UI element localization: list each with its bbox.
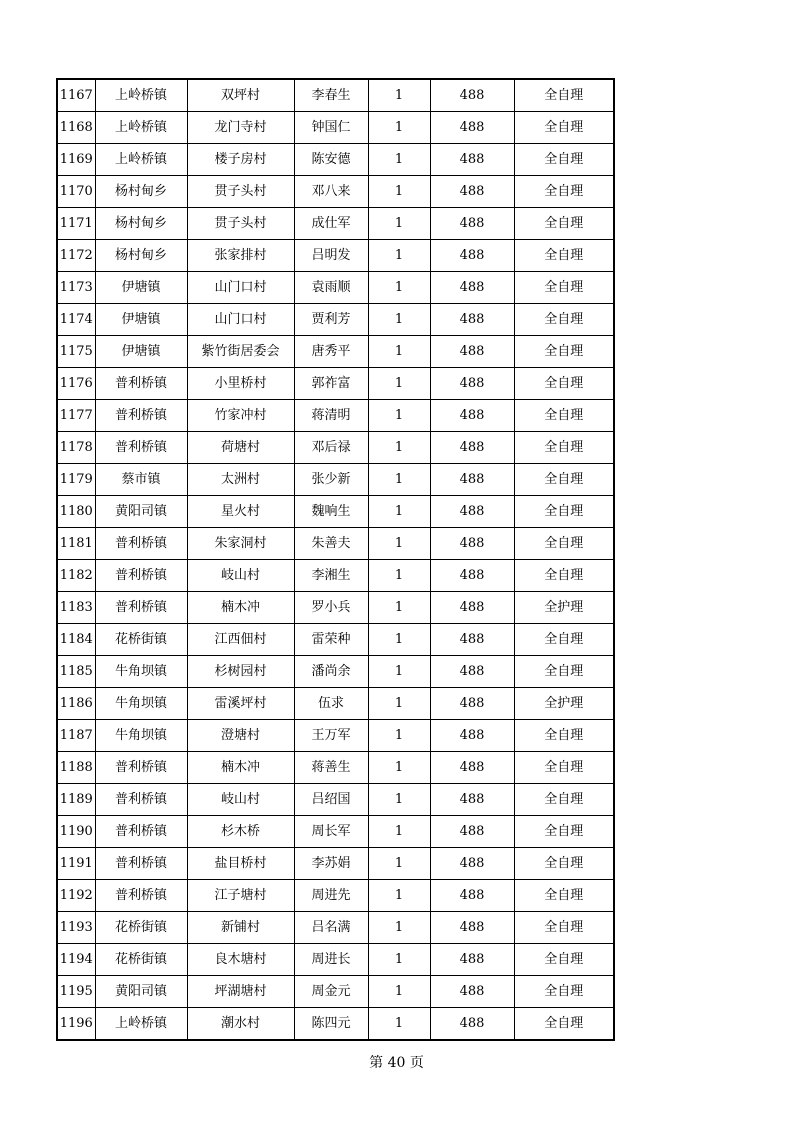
amount-cell: 488 [430, 528, 514, 560]
village-cell: 岐山村 [187, 560, 294, 592]
count-cell: 1 [368, 560, 430, 592]
amount-cell: 488 [430, 912, 514, 944]
table-row [57, 272, 614, 304]
count-cell: 1 [368, 464, 430, 496]
row-number-cell: 1179 [57, 464, 95, 496]
roster-body [57, 79, 614, 1040]
count-cell: 1 [368, 720, 430, 752]
township-cell: 牛角坝镇 [95, 656, 187, 688]
township-cell: 黄阳司镇 [95, 496, 187, 528]
table-row [57, 816, 614, 848]
township-cell: 蔡市镇 [95, 464, 187, 496]
care-type-cell: 全自理 [514, 240, 614, 272]
row-number-cell: 1186 [57, 688, 95, 720]
count-cell: 1 [368, 368, 430, 400]
row-number-cell: 1196 [57, 1008, 95, 1041]
count-cell: 1 [368, 1008, 430, 1041]
village-cell: 坪湖塘村 [187, 976, 294, 1008]
person-name-cell: 唐秀平 [294, 336, 368, 368]
table-row [57, 624, 614, 656]
count-cell: 1 [368, 976, 430, 1008]
township-cell: 杨村甸乡 [95, 208, 187, 240]
row-number-cell: 1173 [57, 272, 95, 304]
count-cell: 1 [368, 528, 430, 560]
table-row [57, 112, 614, 144]
person-name-cell: 蒋善生 [294, 752, 368, 784]
table-row [57, 592, 614, 624]
township-cell: 杨村甸乡 [95, 176, 187, 208]
village-cell: 贯子头村 [187, 208, 294, 240]
amount-cell: 488 [430, 848, 514, 880]
care-type-cell: 全自理 [514, 656, 614, 688]
row-number-cell: 1190 [57, 816, 95, 848]
table-row [57, 560, 614, 592]
village-cell: 荷塘村 [187, 432, 294, 464]
person-name-cell: 吕绍国 [294, 784, 368, 816]
amount-cell: 488 [430, 560, 514, 592]
amount-cell: 488 [430, 720, 514, 752]
village-cell: 山门口村 [187, 304, 294, 336]
person-name-cell: 朱善夫 [294, 528, 368, 560]
person-name-cell: 邓后禄 [294, 432, 368, 464]
amount-cell: 488 [430, 784, 514, 816]
care-type-cell: 全护理 [514, 688, 614, 720]
count-cell: 1 [368, 592, 430, 624]
village-cell: 楠木冲 [187, 752, 294, 784]
table-row [57, 1008, 614, 1041]
count-cell: 1 [368, 784, 430, 816]
township-cell: 上岭桥镇 [95, 1008, 187, 1041]
village-cell: 竹家冲村 [187, 400, 294, 432]
care-type-cell: 全自理 [514, 464, 614, 496]
amount-cell: 488 [430, 752, 514, 784]
table-row [57, 304, 614, 336]
township-cell: 杨村甸乡 [95, 240, 187, 272]
table-row [57, 720, 614, 752]
roster-sheet [56, 78, 615, 1041]
table-row [57, 208, 614, 240]
person-name-cell: 吕明发 [294, 240, 368, 272]
care-type-cell: 全自理 [514, 848, 614, 880]
count-cell: 1 [368, 304, 430, 336]
row-number-cell: 1170 [57, 176, 95, 208]
amount-cell: 488 [430, 240, 514, 272]
township-cell: 上岭桥镇 [95, 112, 187, 144]
care-type-cell: 全自理 [514, 528, 614, 560]
care-type-cell: 全自理 [514, 400, 614, 432]
table-row [57, 784, 614, 816]
township-cell: 普利桥镇 [95, 400, 187, 432]
count-cell: 1 [368, 400, 430, 432]
village-cell: 杉木桥 [187, 816, 294, 848]
village-cell: 杉树园村 [187, 656, 294, 688]
township-cell: 普利桥镇 [95, 880, 187, 912]
count-cell: 1 [368, 912, 430, 944]
table-row [57, 912, 614, 944]
village-cell: 盐目桥村 [187, 848, 294, 880]
person-name-cell: 李湘生 [294, 560, 368, 592]
count-cell: 1 [368, 752, 430, 784]
table-row [57, 336, 614, 368]
township-cell: 普利桥镇 [95, 848, 187, 880]
village-cell: 山门口村 [187, 272, 294, 304]
amount-cell: 488 [430, 496, 514, 528]
table-row [57, 880, 614, 912]
count-cell: 1 [368, 432, 430, 464]
row-number-cell: 1184 [57, 624, 95, 656]
township-cell: 伊塘镇 [95, 304, 187, 336]
count-cell: 1 [368, 848, 430, 880]
amount-cell: 488 [430, 304, 514, 336]
township-cell: 普利桥镇 [95, 432, 187, 464]
row-number-cell: 1191 [57, 848, 95, 880]
count-cell: 1 [368, 496, 430, 528]
village-cell: 江西佃村 [187, 624, 294, 656]
person-name-cell: 成仕军 [294, 208, 368, 240]
row-number-cell: 1175 [57, 336, 95, 368]
amount-cell: 488 [430, 112, 514, 144]
village-cell: 江子塘村 [187, 880, 294, 912]
amount-cell: 488 [430, 656, 514, 688]
amount-cell: 488 [430, 79, 514, 112]
person-name-cell: 周长军 [294, 816, 368, 848]
amount-cell: 488 [430, 624, 514, 656]
table-row [57, 848, 614, 880]
village-cell: 潮水村 [187, 1008, 294, 1041]
table-row [57, 240, 614, 272]
count-cell: 1 [368, 79, 430, 112]
township-cell: 普利桥镇 [95, 368, 187, 400]
table-row [57, 656, 614, 688]
row-number-cell: 1193 [57, 912, 95, 944]
count-cell: 1 [368, 144, 430, 176]
amount-cell: 488 [430, 368, 514, 400]
table-row [57, 688, 614, 720]
count-cell: 1 [368, 816, 430, 848]
amount-cell: 488 [430, 400, 514, 432]
care-type-cell: 全自理 [514, 368, 614, 400]
person-name-cell: 钟国仁 [294, 112, 368, 144]
amount-cell: 488 [430, 944, 514, 976]
township-cell: 普利桥镇 [95, 560, 187, 592]
amount-cell: 488 [430, 464, 514, 496]
village-cell: 楼子房村 [187, 144, 294, 176]
count-cell: 1 [368, 112, 430, 144]
amount-cell: 488 [430, 336, 514, 368]
person-name-cell: 陈安德 [294, 144, 368, 176]
row-number-cell: 1177 [57, 400, 95, 432]
person-name-cell: 张少新 [294, 464, 368, 496]
row-number-cell: 1195 [57, 976, 95, 1008]
count-cell: 1 [368, 272, 430, 304]
care-type-cell: 全自理 [514, 1008, 614, 1041]
row-number-cell: 1188 [57, 752, 95, 784]
row-number-cell: 1169 [57, 144, 95, 176]
row-number-cell: 1174 [57, 304, 95, 336]
township-cell: 伊塘镇 [95, 336, 187, 368]
table-row [57, 944, 614, 976]
person-name-cell: 伍求 [294, 688, 368, 720]
care-type-cell: 全自理 [514, 624, 614, 656]
village-cell: 朱家洞村 [187, 528, 294, 560]
row-number-cell: 1183 [57, 592, 95, 624]
village-cell: 楠木冲 [187, 592, 294, 624]
care-type-cell: 全自理 [514, 720, 614, 752]
person-name-cell: 雷荣种 [294, 624, 368, 656]
row-number-cell: 1187 [57, 720, 95, 752]
row-number-cell: 1194 [57, 944, 95, 976]
village-cell: 龙门寺村 [187, 112, 294, 144]
care-type-cell: 全自理 [514, 144, 614, 176]
person-name-cell: 郭祚富 [294, 368, 368, 400]
care-type-cell: 全自理 [514, 208, 614, 240]
person-name-cell: 王万军 [294, 720, 368, 752]
amount-cell: 488 [430, 880, 514, 912]
person-name-cell: 邓八来 [294, 176, 368, 208]
care-type-cell: 全护理 [514, 592, 614, 624]
township-cell: 伊塘镇 [95, 272, 187, 304]
care-type-cell: 全自理 [514, 560, 614, 592]
row-number-cell: 1176 [57, 368, 95, 400]
count-cell: 1 [368, 880, 430, 912]
count-cell: 1 [368, 240, 430, 272]
person-name-cell: 周金元 [294, 976, 368, 1008]
township-cell: 普利桥镇 [95, 592, 187, 624]
township-cell: 普利桥镇 [95, 784, 187, 816]
village-cell: 小里桥村 [187, 368, 294, 400]
table-row [57, 79, 614, 112]
table-row [57, 976, 614, 1008]
amount-cell: 488 [430, 976, 514, 1008]
village-cell: 双坪村 [187, 79, 294, 112]
village-cell: 紫竹街居委会 [187, 336, 294, 368]
table-row [57, 144, 614, 176]
village-cell: 太洲村 [187, 464, 294, 496]
amount-cell: 488 [430, 176, 514, 208]
township-cell: 牛角坝镇 [95, 688, 187, 720]
amount-cell: 488 [430, 816, 514, 848]
amount-cell: 488 [430, 144, 514, 176]
township-cell: 普利桥镇 [95, 528, 187, 560]
row-number-cell: 1168 [57, 112, 95, 144]
township-cell: 花桥街镇 [95, 624, 187, 656]
roster-table [56, 78, 615, 1041]
count-cell: 1 [368, 336, 430, 368]
table-row [57, 752, 614, 784]
table-row [57, 464, 614, 496]
amount-cell: 488 [430, 432, 514, 464]
amount-cell: 488 [430, 688, 514, 720]
person-name-cell: 罗小兵 [294, 592, 368, 624]
care-type-cell: 全自理 [514, 944, 614, 976]
village-cell: 新铺村 [187, 912, 294, 944]
village-cell: 张家排村 [187, 240, 294, 272]
person-name-cell: 蒋清明 [294, 400, 368, 432]
care-type-cell: 全自理 [514, 784, 614, 816]
table-row [57, 432, 614, 464]
care-type-cell: 全自理 [514, 432, 614, 464]
care-type-cell: 全自理 [514, 176, 614, 208]
care-type-cell: 全自理 [514, 976, 614, 1008]
person-name-cell: 魏响生 [294, 496, 368, 528]
village-cell: 岐山村 [187, 784, 294, 816]
row-number-cell: 1189 [57, 784, 95, 816]
township-cell: 花桥街镇 [95, 944, 187, 976]
care-type-cell: 全自理 [514, 880, 614, 912]
person-name-cell: 陈四元 [294, 1008, 368, 1041]
village-cell: 星火村 [187, 496, 294, 528]
township-cell: 普利桥镇 [95, 816, 187, 848]
page-number: 第 40 页 [369, 1055, 424, 1071]
count-cell: 1 [368, 688, 430, 720]
village-cell: 雷溪坪村 [187, 688, 294, 720]
person-name-cell: 周进先 [294, 880, 368, 912]
row-number-cell: 1178 [57, 432, 95, 464]
row-number-cell: 1167 [57, 79, 95, 112]
person-name-cell: 吕名满 [294, 912, 368, 944]
count-cell: 1 [368, 656, 430, 688]
village-cell: 良木塘村 [187, 944, 294, 976]
township-cell: 上岭桥镇 [95, 79, 187, 112]
care-type-cell: 全自理 [514, 752, 614, 784]
care-type-cell: 全自理 [514, 912, 614, 944]
township-cell: 黄阳司镇 [95, 976, 187, 1008]
row-number-cell: 1171 [57, 208, 95, 240]
count-cell: 1 [368, 944, 430, 976]
amount-cell: 488 [430, 1008, 514, 1041]
amount-cell: 488 [430, 272, 514, 304]
care-type-cell: 全自理 [514, 336, 614, 368]
township-cell: 上岭桥镇 [95, 144, 187, 176]
amount-cell: 488 [430, 592, 514, 624]
table-row [57, 400, 614, 432]
count-cell: 1 [368, 208, 430, 240]
row-number-cell: 1192 [57, 880, 95, 912]
person-name-cell: 李苏娟 [294, 848, 368, 880]
count-cell: 1 [368, 624, 430, 656]
person-name-cell: 贾利芳 [294, 304, 368, 336]
care-type-cell: 全自理 [514, 816, 614, 848]
care-type-cell: 全自理 [514, 112, 614, 144]
person-name-cell: 周进长 [294, 944, 368, 976]
row-number-cell: 1180 [57, 496, 95, 528]
row-number-cell: 1181 [57, 528, 95, 560]
person-name-cell: 李春生 [294, 79, 368, 112]
township-cell: 牛角坝镇 [95, 720, 187, 752]
row-number-cell: 1172 [57, 240, 95, 272]
amount-cell: 488 [430, 208, 514, 240]
count-cell: 1 [368, 176, 430, 208]
township-cell: 花桥街镇 [95, 912, 187, 944]
table-row [57, 496, 614, 528]
care-type-cell: 全自理 [514, 496, 614, 528]
care-type-cell: 全自理 [514, 272, 614, 304]
row-number-cell: 1185 [57, 656, 95, 688]
table-row [57, 176, 614, 208]
care-type-cell: 全自理 [514, 304, 614, 336]
township-cell: 普利桥镇 [95, 752, 187, 784]
care-type-cell: 全自理 [514, 79, 614, 112]
village-cell: 贯子头村 [187, 176, 294, 208]
table-row [57, 368, 614, 400]
table-row [57, 528, 614, 560]
village-cell: 澄塘村 [187, 720, 294, 752]
person-name-cell: 袁雨顺 [294, 272, 368, 304]
row-number-cell: 1182 [57, 560, 95, 592]
person-name-cell: 潘尚余 [294, 656, 368, 688]
